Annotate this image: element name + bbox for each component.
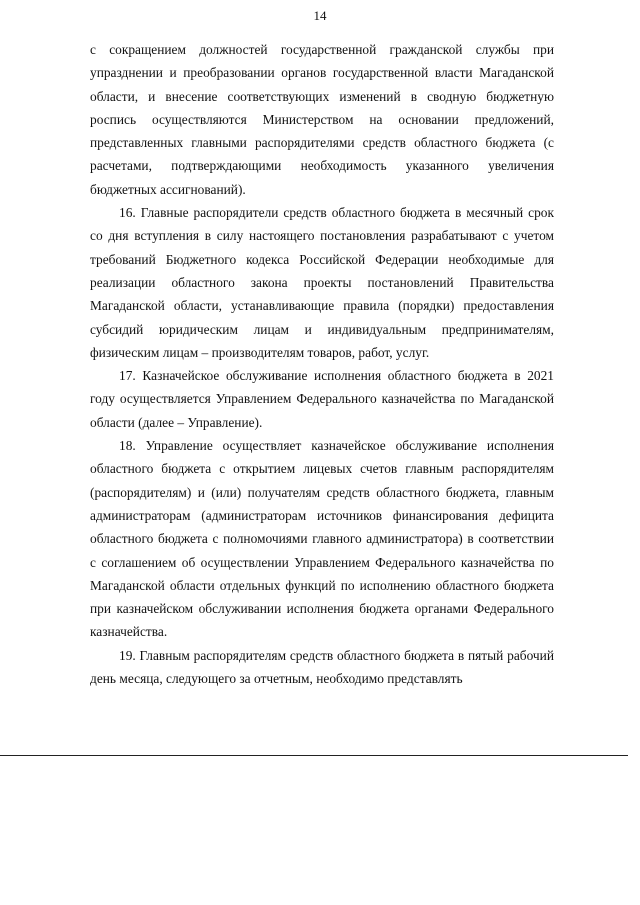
paragraph-17: 17. Казначейское обслуживание исполнения областного бюджета в 2021 году осуществляется Управлением Федерального казначейства по Магаданской области (далее – Управление). [90, 368, 554, 430]
paragraph-continuation: с сокращением должностей государственной гражданской службы при упразднении и преобразовании органов государственной власти Магаданской области, и внесение соответствующих изменений в сводную бюджетную роспись осуществляются Министерством на основании предложений, представленных главными распорядителями средств областного бюджета (с расчетами, подтверждающими необходимость указанного увеличения бюджетных ассигнований). [90, 42, 554, 197]
paragraph-18: 18. Управление осуществляет казначейское обслуживание исполнения областного бюджета с открытием лицевых счетов главным распорядителям (распорядителям) и (или) получателям средств областного бюджета, главным администраторам (администраторам источников финансирования дефицита областного бюджета с полномочиями главного администратора) в соответствии с соглашением об осуществлении Управлением Федерального казначейства по Магаданской области отдельных функций по исполнению областного бюджета при казначейском обслуживании исполнения бюджета органами Федерального казначейства. [90, 438, 554, 640]
page-bottom-divider [0, 755, 628, 756]
paragraph-16: 16. Главные распорядители средств областного бюджета в месячный срок со дня вступления в силу настоящего постановления разрабатывают с учетом требований Бюджетного кодекса Российской Федерации необходимые для реализации областного закона проекты постановлений Правительства Магаданской области, устанавливающие правила (порядки) предоставления субсидий юридическим лицам и индивидуальным предпринимателям, физическим лицам – производителям товаров, работ, услуг. [90, 205, 554, 360]
document-body [90, 38, 554, 690]
page-number: 14 [313, 8, 327, 23]
paragraph-19: 19. Главным распорядителям средств областного бюджета в пятый рабочий день месяца, следующего за отчетным, необходимо представлять [90, 647, 554, 687]
